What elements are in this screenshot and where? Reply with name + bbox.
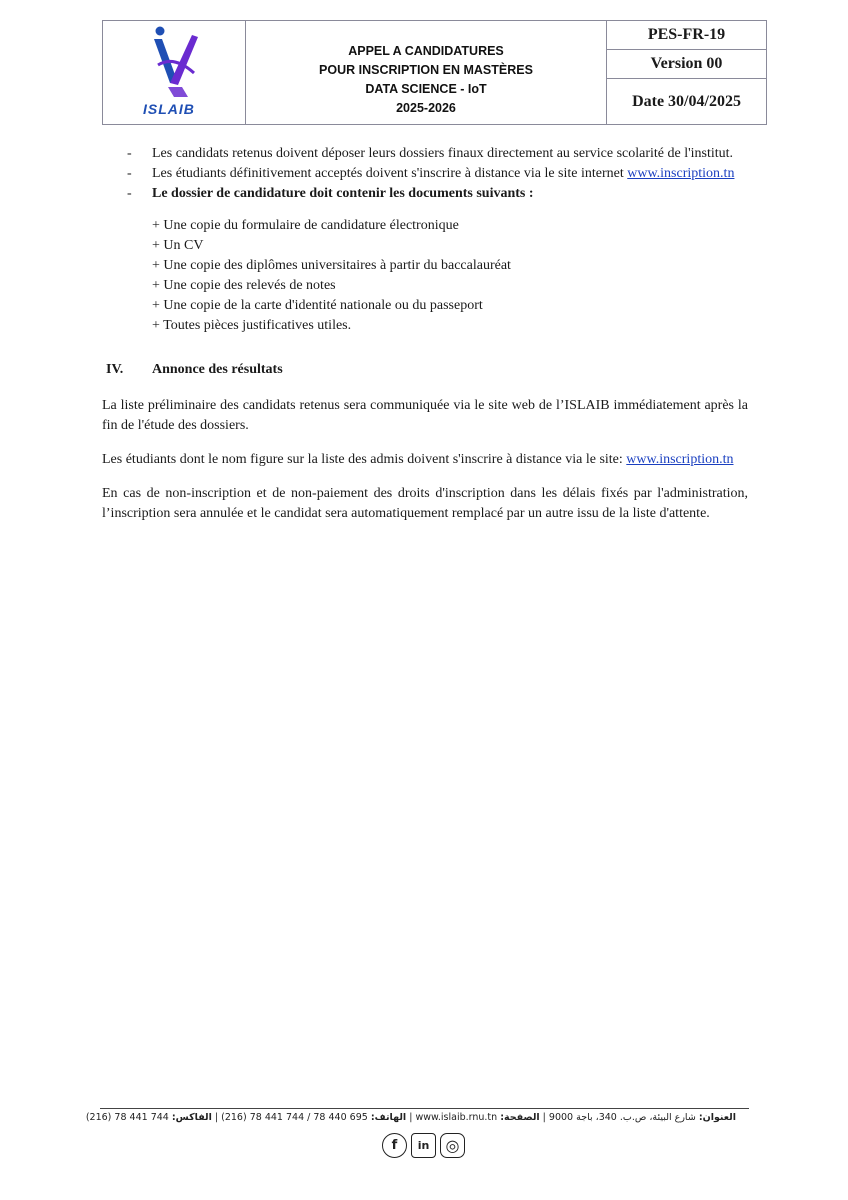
- title-line: 2025-2026: [396, 100, 456, 115]
- facebook-icon[interactable]: f: [382, 1133, 407, 1158]
- footer-contact: [85, 1112, 736, 1123]
- linkedin-icon[interactable]: in: [411, 1133, 436, 1158]
- footer-divider: [100, 1108, 749, 1109]
- address-value: شارع البيئة، ص.ب. 340، باجة 9000 |: [539, 1112, 699, 1123]
- website-value: www.islaib.rnu.tn |: [406, 1112, 501, 1123]
- bullet-text: Le dossier de candidature doit contenir les documents suivants :: [152, 186, 534, 201]
- instagram-icon[interactable]: ◎: [440, 1133, 465, 1158]
- document-reference: PES-FR-19: [607, 21, 766, 50]
- list-item: + Une copie de la carte d'identité nationale ou du passeport: [152, 298, 483, 313]
- phone-label: الهاتف:: [370, 1112, 407, 1123]
- document-meta: [607, 21, 766, 124]
- section-number: IV.: [106, 362, 124, 377]
- paragraph: [102, 450, 748, 470]
- paragraph-text: Les étudiants dont le nom figure sur la liste des admis doivent s'inscrire à distance via le site:: [102, 452, 627, 467]
- section-heading: [102, 360, 748, 380]
- list-item: + Un CV: [152, 238, 204, 253]
- list-item: + Une copie des relevés de notes: [152, 278, 336, 293]
- inscription-link[interactable]: www.inscription.tn: [627, 166, 735, 181]
- bullet-item: [102, 144, 748, 164]
- documents-list: [152, 216, 748, 336]
- inscription-link[interactable]: www.inscription.tn: [626, 452, 734, 467]
- list-item: + Toutes pièces justificatives utiles.: [152, 318, 352, 333]
- bullet-dash: -: [127, 166, 132, 181]
- logo-cell: [103, 21, 246, 124]
- title-line: POUR INSCRIPTION EN MASTÈRES: [319, 62, 533, 77]
- document-date: Date 30/04/2025: [632, 92, 741, 110]
- logo-wordmark: ISLAIB: [143, 101, 195, 117]
- bullet-dash: -: [127, 186, 132, 201]
- list-item: + Une copie des diplômes universitaires à partir du baccalauréat: [152, 258, 511, 273]
- website-label: الصفحة:: [500, 1112, 540, 1123]
- document-version: Version 00: [607, 50, 766, 79]
- bullet-text: [152, 164, 748, 184]
- bullet-item: [102, 184, 748, 204]
- social-links: [382, 1133, 465, 1158]
- fax-label: الفاكس:: [171, 1112, 212, 1123]
- address-label: العنوان:: [698, 1112, 736, 1123]
- bullet-text-part: Les étudiants définitivement acceptés doivent s'inscrire à distance via le site internet: [152, 166, 628, 181]
- title-line: APPEL A CANDIDATURES: [348, 43, 504, 58]
- document-title: [246, 21, 607, 124]
- phone-value: 695 440 78 / 744 441 78 (216) |: [211, 1112, 371, 1123]
- bullet-dash: -: [127, 146, 132, 161]
- document-header: [102, 20, 767, 125]
- paragraph: En cas de non-inscription et de non-paiement des droits d'inscription dans les délais fixés par l'administration, l’inscription sera annulée et le candidat sera automatiquement remplacé par un autre issu de la liste d'attente.: [102, 486, 748, 521]
- islaib-logo-icon: [148, 25, 200, 99]
- bullet-item: [102, 164, 748, 184]
- section-title: Annonce des résultats: [152, 362, 283, 377]
- paragraph: La liste préliminaire des candidats retenus sera communiquée via le site web de l’ISLAIB immédiatement après la fin de l'étude des dossiers.: [102, 398, 748, 433]
- document-body: [102, 144, 748, 524]
- list-item: + Une copie du formulaire de candidature électronique: [152, 218, 459, 233]
- fax-value: 744 441 78 (216): [85, 1112, 172, 1123]
- title-line: DATA SCIENCE - IoT: [365, 81, 487, 96]
- bullet-text: Les candidats retenus doivent déposer leurs dossiers finaux directement au service scolarité de l'institut.: [152, 146, 734, 161]
